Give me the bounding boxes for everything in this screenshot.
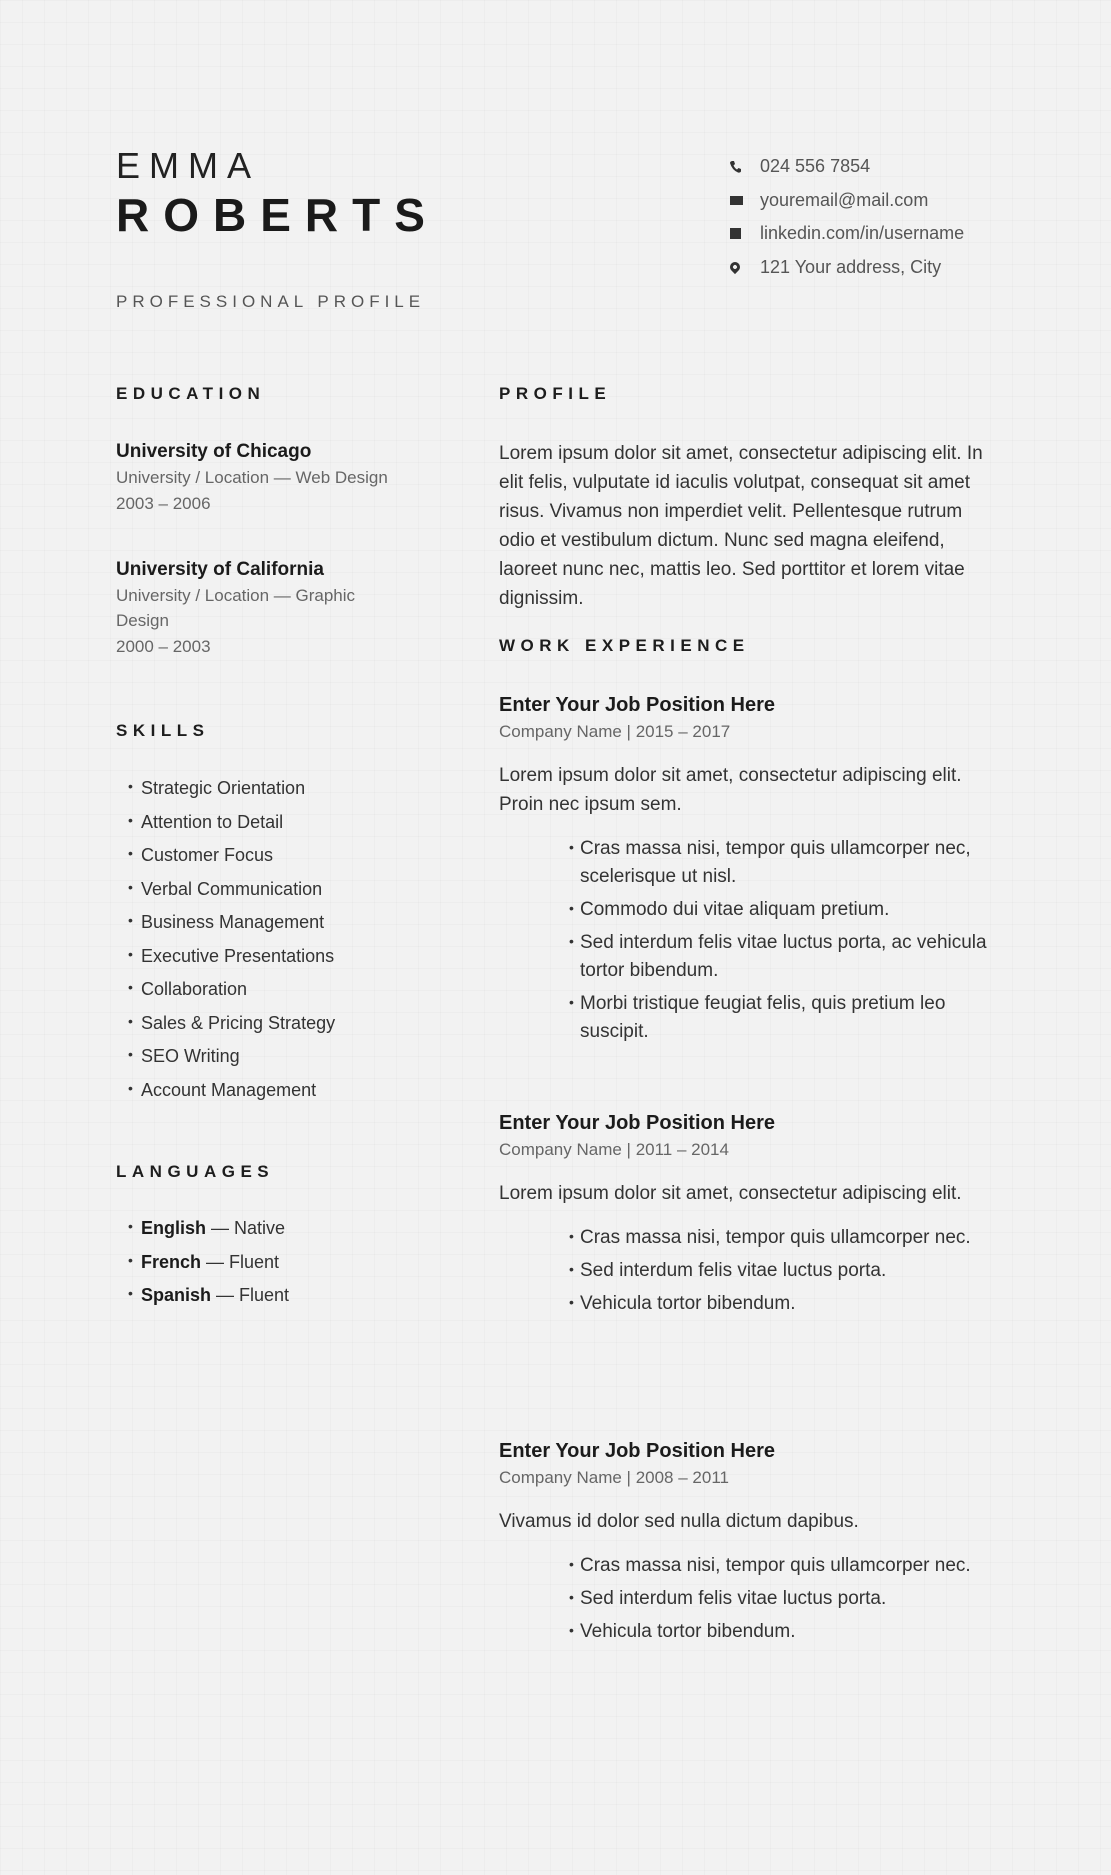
language-name: English xyxy=(141,1218,207,1238)
contact-address-text: 121 Your address, City xyxy=(760,256,942,277)
job-bullet: • Vehicula tortor bibendum. xyxy=(580,1618,999,1646)
skill-item: • Attention to Detail xyxy=(116,806,436,840)
education-item xyxy=(116,439,436,518)
language-level: — Native xyxy=(206,1218,286,1238)
job-bullet: • Vehicula tortor bibendum. xyxy=(580,1290,999,1318)
skill-item: • Collaboration xyxy=(116,973,436,1007)
skill-item: • Strategic Orientation xyxy=(116,772,436,806)
job-bullet: • Sed interdum felis vitae luctus porta, ac vehicula tortor bibendum. xyxy=(580,929,999,985)
skill-item: • Customer Focus xyxy=(116,839,436,873)
edu-detail: University / Location — Graphic Design xyxy=(116,586,356,630)
language-item xyxy=(116,1246,436,1280)
languages-heading: LANGUAGES xyxy=(116,1162,275,1181)
contact-phone-text: 024 556 7854 xyxy=(760,156,871,177)
skill-item: • SEO Writing xyxy=(116,1040,436,1074)
job-entry xyxy=(499,1109,999,1323)
job-title: Enter Your Job Position Here xyxy=(499,1440,775,1462)
linkedin-icon xyxy=(730,228,760,239)
job-bullets xyxy=(499,1224,999,1318)
job-bullet: • Sed interdum felis vitae luctus porta. xyxy=(580,1257,999,1285)
job-bullet: • Cras massa nisi, tempor quis ullamcorper nec. xyxy=(580,1552,999,1580)
education-item xyxy=(116,557,406,661)
contact-email-text[interactable]: youremail@mail.com xyxy=(760,189,929,210)
contact-linkedin-text[interactable]: linkedin.com/in/username xyxy=(760,223,965,244)
first-name: EMMA xyxy=(116,145,260,186)
language-name: French xyxy=(141,1251,202,1272)
language-level: — Fluent xyxy=(211,1285,290,1305)
job-bullet: • Morbi tristique feugiat felis, quis pretium leo suscipit. xyxy=(580,990,999,1046)
job-bullet: • Cras massa nisi, tempor quis ullamcorper nec, scelerisque ut nisl. xyxy=(580,835,999,891)
edu-school: University of California xyxy=(116,559,324,580)
edu-years: 2000 – 2003 xyxy=(116,637,211,656)
job-bullet: • Sed interdum felis vitae luctus porta. xyxy=(580,1585,999,1613)
language-item xyxy=(116,1279,436,1313)
job-summary: Lorem ipsum dolor sit amet, consectetur adipiscing elit. xyxy=(499,1183,962,1204)
contact-list xyxy=(730,150,1070,284)
job-title: Enter Your Job Position Here xyxy=(499,1112,775,1134)
edu-years: 2003 – 2006 xyxy=(116,494,211,513)
mail-icon xyxy=(730,196,760,205)
contact-address xyxy=(730,251,1070,285)
last-name: ROBERTS xyxy=(116,189,439,241)
profile-text: Lorem ipsum dolor sit amet, consectetur adipiscing elit. In elit felis, vulputate id iaculis volutpat, consequat sit amet risus. Vivamus non imperdiet velit. Pellentesque rutrum odio et vestibulum dictum. Nunc sed magna eleifend, laoreet nunc nec, mattis leo. Sed porttitor et lorem vitae dignissim. xyxy=(499,443,983,609)
edu-school: University of Chicago xyxy=(116,441,312,462)
contact-phone xyxy=(730,150,1070,184)
skill-item: • Executive Presentations xyxy=(116,940,436,974)
job-meta: Company Name | 2011 – 2014 xyxy=(499,1140,729,1159)
job-summary: Vivamus id dolor sed nulla dictum dapibus. xyxy=(499,1511,859,1532)
education-heading: EDUCATION xyxy=(116,384,266,403)
skills-heading: SKILLS xyxy=(116,721,210,740)
job-title: Enter Your Job Position Here xyxy=(499,694,775,716)
phone-icon xyxy=(730,161,760,173)
edu-detail: University / Location — Web Design xyxy=(116,468,388,487)
contact-linkedin[interactable] xyxy=(730,217,1070,251)
languages-list xyxy=(116,1212,436,1313)
language-item xyxy=(116,1212,436,1246)
skill-item: • Verbal Communication xyxy=(116,873,436,907)
job-meta: Company Name | 2008 – 2011 xyxy=(499,1468,729,1487)
professional-profile-subtitle: PROFESSIONAL PROFILE xyxy=(116,292,426,311)
job-entry xyxy=(499,691,999,1051)
job-bullet: • Cras massa nisi, tempor quis ullamcorper nec. xyxy=(580,1224,999,1252)
job-bullet: • Commodo dui vitae aliquam pretium. xyxy=(580,896,999,924)
skill-item: • Account Management xyxy=(116,1074,436,1108)
job-bullets xyxy=(499,835,999,1046)
skills-list xyxy=(116,772,436,1107)
location-pin-icon xyxy=(730,262,760,272)
language-level: — Fluent xyxy=(201,1251,280,1272)
job-meta: Company Name | 2015 – 2017 xyxy=(499,722,731,741)
work-experience-heading: WORK EXPERIENCE xyxy=(499,636,750,655)
skill-item: • Sales & Pricing Strategy xyxy=(116,1007,436,1041)
language-name: Spanish xyxy=(141,1285,212,1305)
skill-item: • Business Management xyxy=(116,906,436,940)
contact-email[interactable] xyxy=(730,184,1070,218)
job-entry xyxy=(499,1437,999,1651)
job-summary: Lorem ipsum dolor sit amet, consectetur adipiscing elit. Proin nec ipsum sem. xyxy=(499,765,962,815)
job-bullets xyxy=(499,1552,999,1646)
profile-heading: PROFILE xyxy=(499,384,612,403)
